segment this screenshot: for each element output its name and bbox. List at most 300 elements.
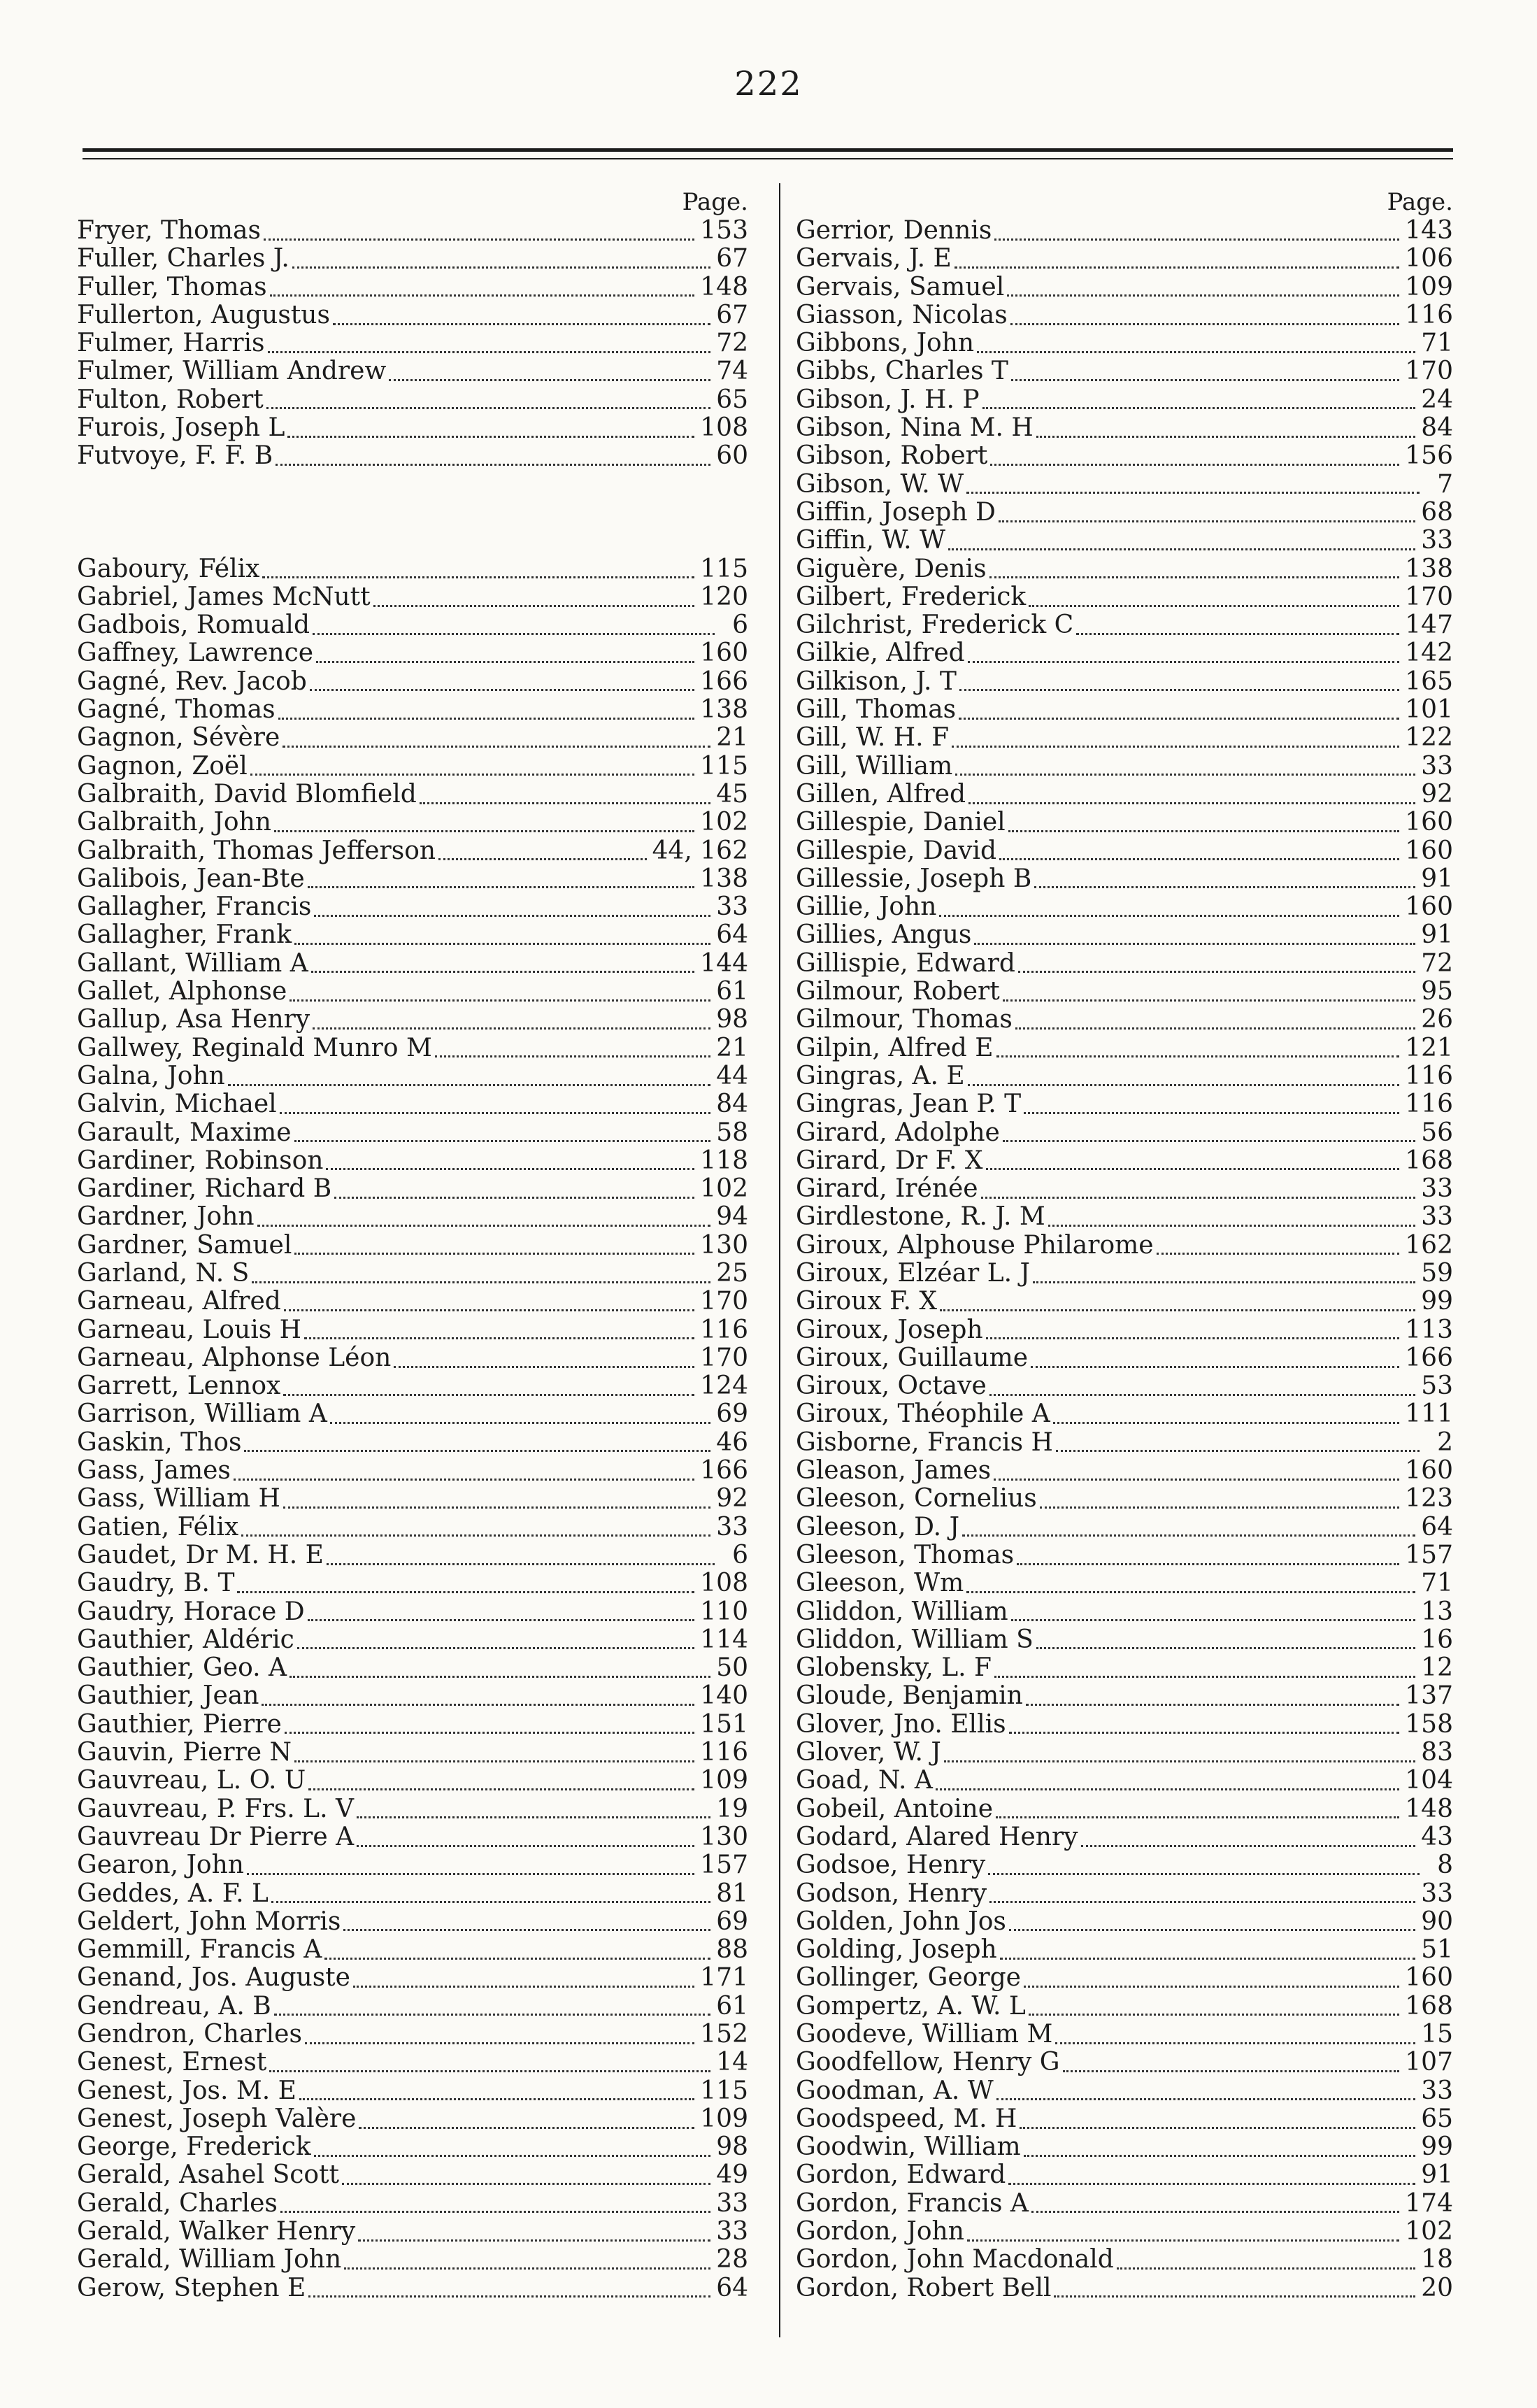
entry-page-number: 104 [1405, 1766, 1453, 1795]
index-entry [796, 442, 1453, 470]
entry-page-number: 64 [1421, 1512, 1453, 1541]
column-header: Page. [682, 188, 748, 216]
index-entry [77, 1767, 748, 1795]
entry-page-number: 122 [1405, 723, 1453, 753]
entry-page-number: 59 [1421, 1258, 1453, 1288]
entry-name: Fuller, Thomas [77, 272, 267, 301]
entry-name: Garrison, William A [77, 1399, 327, 1429]
dot-leader [1026, 1687, 1400, 1706]
index-entry [796, 1513, 1453, 1541]
entry-name: Gerald, Walker Henry [77, 2217, 356, 2246]
entry-page-number: 114 [700, 1625, 748, 1654]
index-entry [796, 2190, 1453, 2218]
index-entry [77, 301, 748, 329]
entry-name: Gardiner, Robinson [77, 1146, 324, 1175]
dot-leader [311, 954, 695, 973]
index-entry [77, 1316, 748, 1344]
entry-page-number: 83 [1421, 1738, 1453, 1767]
entry-name: Glover, Jno. Ellis [796, 1709, 1006, 1739]
index-entry [796, 1908, 1453, 1936]
dot-leader [389, 362, 710, 381]
index-entry [796, 1344, 1453, 1372]
entry-page-number: 33 [1421, 1202, 1453, 1232]
dot-leader [1008, 2166, 1415, 2185]
entry-name: Gallagher, Francis [77, 892, 312, 922]
entry-page-number: 69 [716, 1907, 748, 1936]
index-entry [77, 865, 748, 893]
entry-page-number: 91 [1421, 2160, 1453, 2190]
index-entry [796, 273, 1453, 301]
entry-page-number: 166 [1405, 1343, 1453, 1372]
dot-leader [294, 1123, 711, 1142]
entry-page-number: 99 [1421, 2132, 1453, 2162]
entry-name: Giroux, Elzéar L. J [796, 1258, 1030, 1288]
dot-leader [1024, 1969, 1399, 1988]
entry-page-number: 33 [1421, 751, 1453, 781]
entry-page-number: 44 [716, 1061, 748, 1090]
entry-name: Gleeson, Thomas [796, 1540, 1015, 1569]
entry-name: Gingras, Jean P. T [796, 1090, 1022, 1119]
entry-page-number: 65 [1421, 2104, 1453, 2133]
dot-leader [1015, 1011, 1415, 1030]
dot-leader [1056, 1433, 1420, 1452]
header-rule-thin [83, 158, 1453, 159]
dot-leader [966, 475, 1420, 494]
entry-name: Gillispie, Edward [796, 948, 1015, 978]
index-entry [77, 2133, 748, 2161]
dot-leader [966, 1574, 1415, 1593]
index-entry [77, 1993, 748, 2021]
dot-leader [316, 644, 694, 663]
dot-leader [292, 250, 710, 269]
entry-page-number: 81 [716, 1879, 748, 1908]
dot-leader [1034, 869, 1415, 888]
index-entry [77, 329, 748, 357]
entry-page-number: 160 [1405, 1456, 1453, 1486]
dot-leader [313, 1011, 710, 1030]
dot-leader [358, 2223, 710, 2242]
entry-page-number: 166 [700, 1456, 748, 1486]
entry-name: Godsoe, Henry [796, 1851, 986, 1880]
entry-name: Gisborne, Francis H [796, 1427, 1053, 1457]
dot-leader [1053, 1405, 1400, 1424]
entry-name: Gilchrist, Frederick C [796, 611, 1074, 640]
index-entry [796, 386, 1453, 414]
index-entry [796, 753, 1453, 781]
index-entry [796, 555, 1453, 583]
entry-page-number: 33 [716, 1512, 748, 1541]
dot-leader [326, 1151, 694, 1170]
index-entry [77, 2105, 748, 2133]
entry-page-number: 130 [700, 1230, 748, 1260]
entry-page-number: 116 [700, 1738, 748, 1767]
entry-page-number: 33 [1421, 1879, 1453, 1908]
entry-page-number: 16 [1421, 1625, 1453, 1654]
index-entry [796, 1372, 1453, 1400]
entry-name: Gauvreau, P. Frs. L. V [77, 1794, 354, 1823]
index-entry [796, 301, 1453, 329]
column-divider [779, 183, 780, 2337]
dot-leader [330, 1405, 710, 1424]
dot-leader [438, 841, 647, 860]
dot-leader [994, 222, 1399, 241]
index-entry [796, 1993, 1453, 2021]
index-entry [796, 1626, 1453, 1654]
entry-name: Geldert, John Morris [77, 1907, 341, 1936]
entry-name: Gallup, Asa Henry [77, 1005, 310, 1034]
entry-name: Girard, Dr F. X [796, 1146, 983, 1175]
dot-leader [276, 447, 710, 466]
entry-page-number: 60 [716, 441, 748, 471]
entry-name: Gillessie, Joseph B [796, 864, 1032, 893]
entry-name: Genest, Ernest [77, 2048, 267, 2077]
entry-page-number: 90 [1421, 1907, 1453, 1936]
index-entry [77, 2161, 748, 2189]
entry-name: Girard, Adolphe [796, 1118, 1000, 1147]
index-entry [77, 1372, 748, 1400]
entry-name: Garneau, Louis H [77, 1315, 302, 1344]
index-entry [77, 724, 748, 752]
index-entry [796, 808, 1453, 836]
index-entry [77, 1739, 748, 1767]
entry-name: Gaudry, Horace D [77, 1597, 305, 1626]
index-entry [796, 499, 1453, 527]
entry-name: Garneau, Alphonse Léon [77, 1343, 392, 1372]
dot-leader [280, 2194, 710, 2213]
dot-leader [1036, 419, 1415, 438]
entry-name: Gerrior, Dennis [796, 216, 992, 245]
entry-name: Gordon, Robert Bell [796, 2273, 1052, 2302]
entry-page-number: 50 [716, 1653, 748, 1683]
entry-page-number: 138 [1405, 554, 1453, 583]
entry-page-number: 26 [1421, 1005, 1453, 1034]
entry-page-number: 33 [1421, 1174, 1453, 1204]
dot-leader [940, 1292, 1415, 1311]
dot-leader [241, 1518, 710, 1537]
entry-page-number: 33 [716, 892, 748, 922]
entry-page-number: 160 [1405, 1963, 1453, 1993]
entry-page-number: 113 [1405, 1315, 1453, 1344]
index-entry [77, 217, 748, 245]
entry-page-number: 148 [1405, 1794, 1453, 1823]
entry-name: Gallwey, Reginald Munro M [77, 1033, 432, 1062]
entry-page-number: 53 [1421, 1372, 1453, 1401]
index-entry [77, 357, 748, 385]
entry-page-number: 33 [716, 2188, 748, 2218]
entry-page-number: 160 [1405, 808, 1453, 837]
index-entry [796, 1062, 1453, 1090]
entry-page-number: 130 [700, 1822, 748, 1851]
index-entry [77, 668, 748, 696]
header-rule [83, 148, 1453, 152]
entry-page-number: 84 [1421, 413, 1453, 443]
entry-page-number: 51 [1421, 1935, 1453, 1965]
index-entry [796, 696, 1453, 724]
entry-name: Gendreau, A. B [77, 1991, 271, 2021]
index-entry [77, 1851, 748, 1879]
index-entry [77, 1880, 748, 1908]
dot-leader [274, 813, 694, 832]
entry-page-number: 64 [716, 920, 748, 950]
entry-page-number: 56 [1421, 1118, 1453, 1147]
entry-page-number: 15 [1421, 2020, 1453, 2049]
entry-page-number: 88 [716, 1935, 748, 1965]
index-entry [77, 1288, 748, 1316]
entry-page-number: 121 [1405, 1033, 1453, 1062]
index-entry [77, 414, 748, 442]
dot-leader [274, 1997, 711, 2016]
dot-leader [968, 644, 1400, 663]
dot-leader [1017, 1546, 1399, 1565]
index-entry [796, 1260, 1453, 1288]
index-entry [77, 808, 748, 836]
dot-leader [974, 926, 1415, 945]
entry-name: Goad, N. A [796, 1766, 933, 1795]
entry-name: Galbraith, John [77, 808, 271, 837]
entry-page-number: 21 [716, 1033, 748, 1062]
dot-leader [287, 419, 694, 438]
index-entry [77, 1203, 748, 1231]
index-entry [77, 2049, 748, 2076]
entry-page-number: 102 [700, 808, 748, 837]
entry-name: Giroux, Guillaume [796, 1343, 1029, 1372]
entry-page-number: 110 [700, 1597, 748, 1626]
index-entry [796, 1006, 1453, 1034]
dot-leader [1040, 1490, 1400, 1509]
entry-name: Gilbert, Frederick [796, 582, 1027, 611]
index-entry [77, 1598, 748, 1626]
entry-name: Fulton, Robert [77, 385, 264, 414]
entry-name: Gagné, Thomas [77, 695, 276, 725]
index-entry [77, 1936, 748, 1964]
entry-page-number: 28 [716, 2245, 748, 2274]
dot-leader [283, 1377, 694, 1396]
entry-name: Gilmour, Robert [796, 977, 1000, 1006]
entry-page-number: 6 [732, 1540, 748, 1569]
entry-page-number: 24 [1421, 385, 1453, 414]
dot-leader [982, 390, 1416, 409]
dot-leader [994, 1462, 1399, 1481]
entry-name: Gilmour, Thomas [796, 1005, 1013, 1034]
dot-leader [435, 1039, 710, 1057]
entry-page-number: 170 [700, 1343, 748, 1372]
dot-leader [1009, 1912, 1415, 1931]
dot-leader [284, 1292, 694, 1311]
dot-leader [1020, 2110, 1415, 2129]
entry-name: Gleeson, D. J [796, 1512, 959, 1541]
entry-name: Genand, Jos. Auguste [77, 1963, 350, 1993]
entry-name: Gaskin, Thos [77, 1427, 242, 1457]
entry-page-number: 158 [1405, 1709, 1453, 1739]
dot-leader [939, 898, 1399, 917]
index-entry [796, 2133, 1453, 2161]
index-list [796, 217, 1453, 2302]
entry-page-number: 64 [716, 2273, 748, 2302]
dot-leader [280, 1095, 711, 1114]
dot-leader [308, 1602, 695, 1621]
dot-leader [1054, 2279, 1415, 2297]
entry-name: Gibbons, John [796, 329, 975, 358]
index-entry [796, 1598, 1453, 1626]
entry-name: Galvin, Michael [77, 1090, 277, 1119]
index-entry [77, 639, 748, 667]
entry-page-number: 170 [700, 1287, 748, 1316]
entry-name: Garneau, Alfred [77, 1287, 281, 1316]
entry-name: Futvoye, F. F. B [77, 441, 273, 471]
blank-line [77, 499, 748, 527]
entry-name: Gardner, Samuel [77, 1230, 292, 1260]
entry-page-number: 138 [700, 864, 748, 893]
index-entry [796, 1682, 1453, 1710]
entry-page-number: 115 [700, 751, 748, 781]
entry-page-number: 61 [716, 977, 748, 1006]
entry-name: Gerald, Charles [77, 2188, 278, 2218]
dot-leader [1029, 588, 1399, 607]
index-entry [77, 893, 748, 921]
dot-leader [308, 869, 695, 888]
dot-leader [1031, 1349, 1399, 1368]
entry-page-number: 151 [700, 1709, 748, 1739]
entry-page-number: 140 [700, 1681, 748, 1711]
index-entry [77, 2077, 748, 2105]
entry-name: Gauvin, Pierre N [77, 1738, 292, 1767]
entry-page-number: 74 [716, 357, 748, 386]
dot-leader [289, 1659, 710, 1678]
dot-leader [1117, 2251, 1415, 2270]
index-entry [796, 2105, 1453, 2133]
entry-page-number: 33 [1421, 526, 1453, 555]
index-entry [796, 1034, 1453, 1062]
index-entry [796, 1485, 1453, 1513]
dot-leader [996, 1039, 1400, 1057]
dot-leader [252, 1264, 710, 1283]
entry-page-number: 67 [716, 300, 748, 329]
dot-leader [1000, 1941, 1415, 1960]
column-header: Page. [1387, 188, 1453, 216]
dot-leader [1003, 983, 1415, 1002]
index-entry [77, 1908, 748, 1936]
entry-page-number: 142 [1405, 639, 1453, 668]
index-entry [796, 414, 1453, 442]
dot-leader [1018, 954, 1415, 973]
entry-name: Geddes, A. F. L [77, 1879, 269, 1908]
entry-page-number: 170 [1405, 582, 1453, 611]
entry-page-number: 102 [700, 1174, 748, 1204]
entry-name: Gaffney, Lawrence [77, 639, 314, 668]
entry-name: Gibson, W. W [796, 469, 964, 499]
index-entry [796, 1457, 1453, 1485]
entry-name: Gervais, Samuel [796, 272, 1005, 301]
dot-leader [988, 1856, 1420, 1875]
index-entry [796, 2077, 1453, 2105]
entry-page-number: 71 [1421, 1569, 1453, 1598]
entry-page-number: 67 [716, 244, 748, 273]
index-entry [77, 950, 748, 978]
entry-name: Gauvreau Dr Pierre A [77, 1822, 355, 1851]
index-entry [796, 357, 1453, 385]
entry-page-number: 152 [700, 2020, 748, 2049]
index-entry [77, 2190, 748, 2218]
entry-page-number: 106 [1405, 244, 1453, 273]
entry-page-number: 124 [700, 1372, 748, 1401]
dot-leader [1076, 616, 1399, 635]
entry-name: Gerow, Stephen E [77, 2273, 306, 2302]
dot-leader [952, 729, 1399, 748]
index-entry [796, 1880, 1453, 1908]
dot-leader [989, 1884, 1415, 1903]
entry-name: Godard, Alared Henry [796, 1822, 1078, 1851]
entry-name: Giroux, Joseph [796, 1315, 983, 1344]
dot-leader [1008, 813, 1400, 832]
index-entry [77, 611, 748, 639]
index-entry [796, 1232, 1453, 1260]
entry-name: Giroux, Théophile A [796, 1399, 1050, 1429]
index-entry [77, 921, 748, 949]
index-entry [77, 1429, 748, 1457]
entry-page-number: 14 [716, 2048, 748, 2077]
dot-leader [264, 222, 694, 241]
entry-page-number: 92 [716, 1484, 748, 1513]
index-entry [796, 921, 1453, 949]
entry-page-number: 170 [1405, 357, 1453, 386]
entry-name: Goodfellow, Henry G [796, 2048, 1060, 2077]
index-entry [796, 1119, 1453, 1147]
entry-name: Gervais, J. E [796, 244, 952, 273]
entry-name: Gill, William [796, 751, 953, 781]
index-entry [77, 1964, 748, 1992]
entry-name: Gibson, Robert [796, 441, 988, 471]
dot-leader [1081, 1828, 1416, 1847]
entry-page-number: 91 [1421, 920, 1453, 950]
entry-name: Gillies, Angus [796, 920, 972, 950]
entry-name: Gollinger, George [796, 1963, 1021, 1993]
entry-name: Gaudet, Dr M. H. E [77, 1540, 324, 1569]
dot-leader [977, 334, 1415, 353]
index-entry [796, 1654, 1453, 1682]
dot-leader [324, 1941, 710, 1960]
entry-name: Gabriel, James McNutt [77, 582, 371, 611]
entry-name: Golding, Joseph [796, 1935, 997, 1965]
entry-page-number: 6 [732, 611, 748, 640]
entry-page-number: 65 [716, 385, 748, 414]
dot-leader [994, 1659, 1415, 1678]
entry-page-number: 101 [1405, 695, 1453, 725]
dot-leader [357, 1800, 710, 1818]
dot-leader [373, 588, 695, 607]
dot-leader [270, 278, 695, 297]
entry-page-number: 160 [1405, 892, 1453, 922]
dot-leader [1010, 306, 1400, 325]
dot-leader [1011, 362, 1399, 381]
entry-name: Gobeil, Antoine [796, 1794, 994, 1823]
dot-leader [1003, 1123, 1415, 1142]
entry-page-number: 111 [1405, 1399, 1453, 1429]
dot-leader [250, 757, 695, 776]
entry-name: Gauthier, Aldéric [77, 1625, 294, 1654]
dot-leader [948, 532, 1415, 550]
entry-page-number: 118 [700, 1146, 748, 1175]
dot-leader [989, 1377, 1415, 1396]
entry-name: Garault, Maxime [77, 1118, 292, 1147]
entry-page-number: 147 [1405, 611, 1453, 640]
entry-name: Gemmill, Francis A [77, 1935, 322, 1965]
entry-name: Globensky, L. F [796, 1653, 992, 1683]
entry-name: Goodwin, William [796, 2132, 1021, 2162]
index-entry [796, 2021, 1453, 2049]
entry-page-number: 162 [1405, 1230, 1453, 1260]
dot-leader [342, 2166, 710, 2185]
index-entry [77, 781, 748, 808]
